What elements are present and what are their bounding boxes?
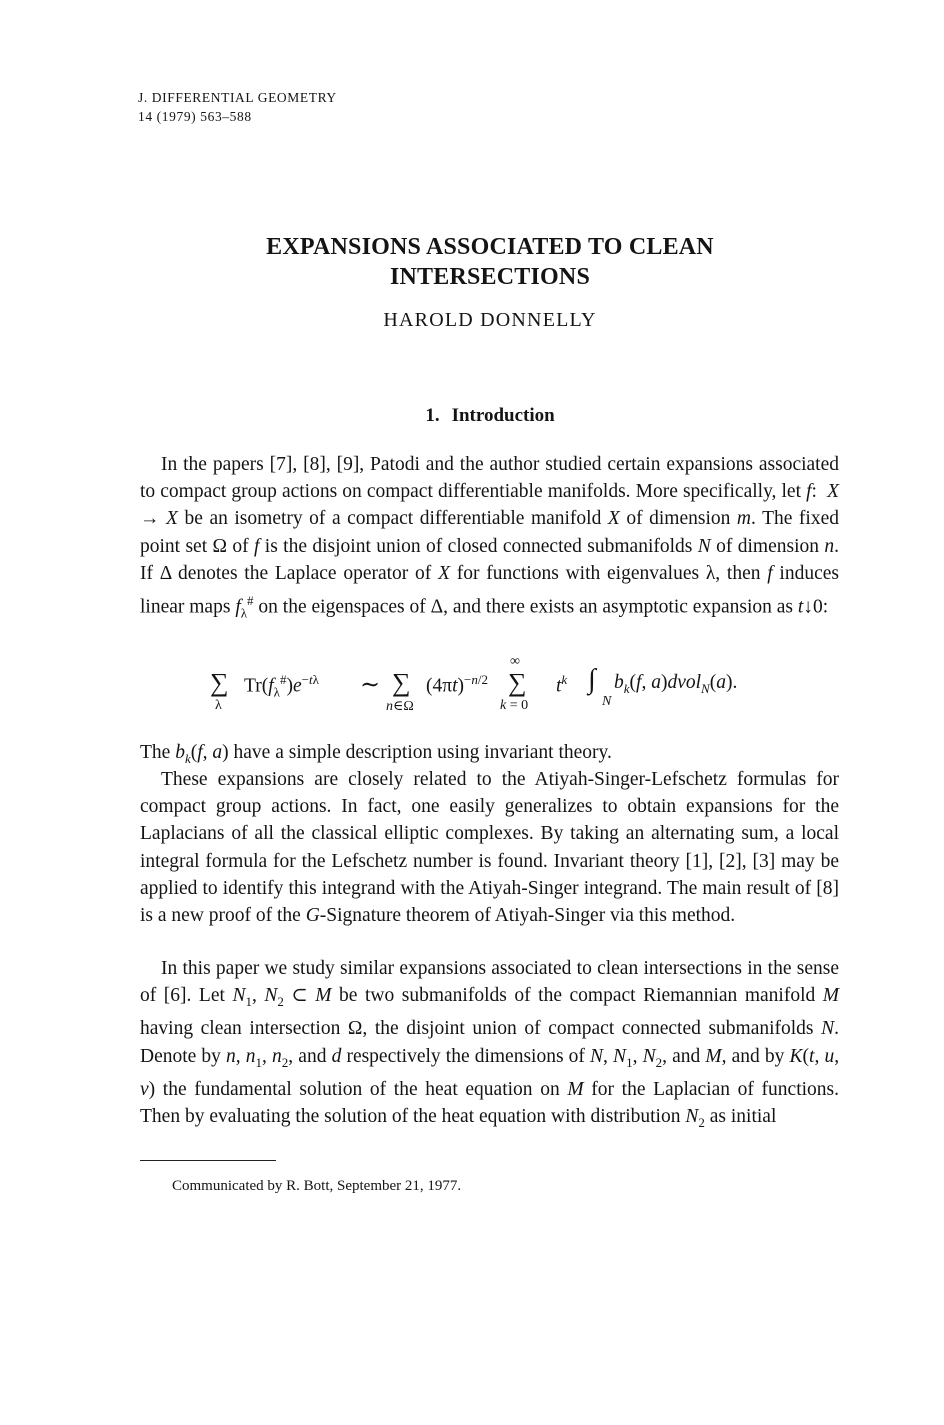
paragraph-1: In the papers [7], [8], [9], Patodi and the author studied certain expansions associated to compact group actions on compact differentiable manifolds. More specifically, let f: X → X be an isometry of a compact differentiable manifold X of dimension m. The fixed point set Ω of f is the disjoint union of closed connected submanifolds N of dimension n. If Δ denotes the Laplace operator of X for functions with eigenvalues λ, then f induces linear maps $f_\lambda^{\#}$ on the eigenspaces of Δ, and there exists an asymptotic expansion as t↓0: [140, 454, 840, 621]
title-line-2: INTERSECTIONS [389, 264, 590, 290]
section-number: 1. [425, 405, 440, 426]
footnote-rule [140, 1160, 276, 1161]
paragraph-4: In this paper we study similar expansions associated to clean intersections in the sense of [6]. Let $N_1$, $N_2$ ⊂ M be two submanifolds of the compact Riemannian manifold M having clean intersection Ω, the disjoint union of compact connected submanifolds N. Denote by n, $n_1$, $n_2$, and d respectively the dimensions of N, $N_1$, $N_2$, and M, and by K(t, u, v) the fundamental solution of the heat equation on M for the Laplacian of functions. Then by evaluating the solution of the heat equation with distribution $N_2$ as initial [140, 958, 840, 1130]
journal-header [138, 88, 337, 126]
paper-title [140, 232, 840, 292]
paragraph-3: These expansions are closely related to the Atiyah-Singer-Lefschetz formulas for compact group actions. In fact, one easily generalizes to obtain expansions for the Laplacians of all the classical elliptic complexes. By taking an alternating sum, a local integral formula for the Lefschetz number is found. Invariant theory [1], [2], [3] may be applied to identify this integrand with the Atiyah-Singer integrand. The main result of [8] is a new proof of the G-Signature theorem of Atiyah-Singer via this method. [140, 769, 839, 927]
journal-volume: 14 (1979) 563–588 [138, 109, 252, 124]
author-name: HAROLD DONNELLY [383, 309, 597, 331]
title-line-1: EXPANSIONS ASSOCIATED TO CLEAN [266, 234, 714, 260]
footnote: Communicated by R. Bott, September 21, 1977. [172, 1178, 462, 1194]
section-title: Introduction [451, 405, 555, 426]
asymptotic-expansion-equation: ∑ λ $Tr(f_\lambda^{\#})e^{-t\lambda}$ ∼ ∑ n∈Ω $(4\pi t)^{-n/2}$ ∞ ∑ k = 0 $t^k$ ∫ N $b_k(f$, a)dvol$_N$(a). [210, 654, 738, 714]
section-heading [140, 405, 840, 427]
journal-name: J. DIFFERENTIAL GEOMETRY [138, 90, 337, 105]
paragraph-2: The $b_k(f$, a) have a simple description using invariant theory. [140, 742, 612, 766]
